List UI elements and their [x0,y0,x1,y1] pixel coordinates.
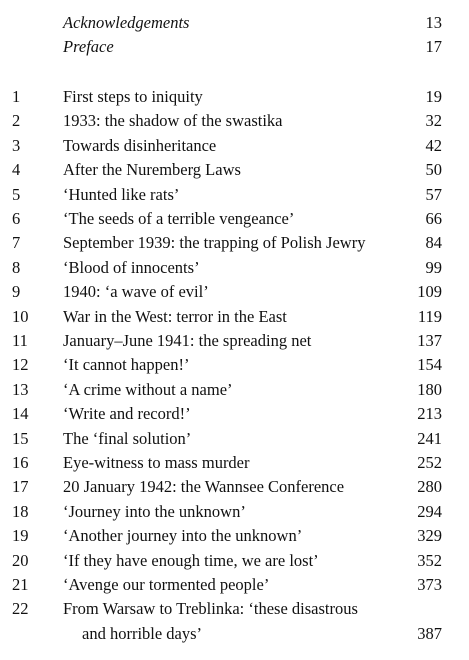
chapter-number: 2 [12,111,21,131]
chapter-title: Towards disinheritance [63,135,217,155]
chapter-page: 387 [417,623,442,643]
chapter-title: War in the West: terror in the East [63,306,287,326]
chapter-number: 3 [12,135,21,155]
toc-entry-19 [0,524,469,548]
chapter-page: 294 [417,501,442,521]
toc-entry-22-continuation [0,622,469,646]
chapter-title: ‘Hunted like rats’ [63,184,180,204]
chapter-title: After the Nuremberg Laws [63,160,241,180]
chapter-number: 1 [12,87,21,106]
chapter-page: 50 [425,160,442,180]
chapter-title: January–June 1941: the spreading net [63,331,312,350]
toc-entry-18 [0,500,469,524]
toc-entry-3 [0,134,469,158]
chapter-number: 11 [12,331,28,350]
chapter-title: ‘Avenge our tormented people’ [63,575,270,594]
chapter-title: 1940: ‘a wave of evil’ [63,282,209,302]
chapter-number: 13 [12,379,29,399]
chapter-title: ‘Write and record!’ [63,404,191,424]
chapter-number: 9 [12,282,21,302]
chapter-number: 22 [12,599,29,619]
chapter-page: 57 [425,184,442,204]
chapter-number: 15 [12,428,29,448]
chapter-title: Eye-witness to mass murder [63,453,250,472]
toc-entry-14 [0,402,469,426]
chapter-page: 109 [417,282,442,302]
chapter-number: 7 [12,233,21,253]
chapter-page: 119 [417,306,442,326]
chapter-title: ‘The seeds of a terrible vengeance’ [63,209,295,228]
chapter-title: ‘Journey into the unknown’ [63,501,246,521]
chapter-title: ‘Another journey into the unknown’ [63,526,303,546]
chapter-number: 8 [12,257,21,277]
chapter-title: ‘If they have enough time, we are lost’ [63,550,319,570]
toc-entry-acknowledgements [0,11,469,35]
toc-entry-17 [0,475,469,499]
toc-entry-9 [0,280,469,304]
chapter-title: First steps to iniquity [63,87,203,106]
toc-entry-7 [0,231,469,255]
toc-entry-12 [0,353,469,377]
chapter-page: 329 [417,526,442,546]
chapter-number: 16 [12,453,29,472]
chapter-page: 180 [417,379,442,399]
toc-entry-15 [0,427,469,451]
chapter-number: 12 [12,355,29,375]
chapter-page: 99 [425,257,442,277]
chapter-number: 18 [12,501,29,521]
chapter-title: 1933: the shadow of the swastika [63,111,283,131]
chapter-page: 42 [425,135,442,155]
chapter-number: 21 [12,575,29,594]
chapter-number: 19 [12,526,29,546]
chapter-page: 352 [417,550,442,570]
toc-entry-22 [0,597,469,621]
entry-page: 17 [425,37,442,56]
chapter-number: 6 [12,209,21,228]
chapter-page: 373 [417,575,442,594]
chapter-number: 14 [12,404,29,424]
chapter-page: 213 [417,404,442,424]
chapter-page: 84 [425,233,442,253]
toc-entry-13 [0,378,469,402]
chapter-title: ‘A crime without a name’ [63,379,233,399]
chapter-number: 5 [12,184,21,204]
toc-entry-21 [0,573,469,597]
toc-entry-1 [0,85,469,109]
chapter-page: 66 [425,209,442,228]
chapter-page: 241 [417,428,442,448]
toc-entry-4 [0,158,469,182]
chapter-number: 10 [12,306,29,326]
chapter-number: 17 [12,477,29,497]
entry-title: Preface [63,37,114,56]
entry-page: 13 [425,13,442,32]
toc-entry-20 [0,549,469,573]
chapter-page: 154 [417,355,442,375]
chapter-title: September 1939: the trapping of Polish Jewry [63,233,366,253]
chapter-page: 19 [425,87,442,106]
chapter-title: ‘Blood of innocents’ [63,257,200,277]
toc-entry-11 [0,329,469,353]
chapter-page: 252 [417,453,442,472]
chapter-number: 4 [12,160,21,180]
chapter-title: From Warsaw to Treblinka: ‘these disastrous [63,599,358,619]
chapter-title: 20 January 1942: the Wannsee Conference [63,477,345,497]
toc-entry-2 [0,109,469,133]
toc-entry-preface [0,35,469,59]
chapter-page: 137 [417,331,442,350]
toc-entry-16 [0,451,469,475]
chapter-title-continuation: and horrible days’ [82,623,203,643]
chapter-page: 32 [425,111,442,131]
chapter-page: 280 [417,477,442,497]
chapter-title: The ‘final solution’ [63,428,192,448]
toc-entry-10 [0,305,469,329]
toc-entry-6 [0,207,469,231]
toc-entry-8 [0,256,469,280]
toc-entry-5 [0,183,469,207]
chapter-number: 20 [12,550,29,570]
chapter-title: ‘It cannot happen!’ [63,355,190,375]
entry-title: Acknowledgements [63,13,190,32]
